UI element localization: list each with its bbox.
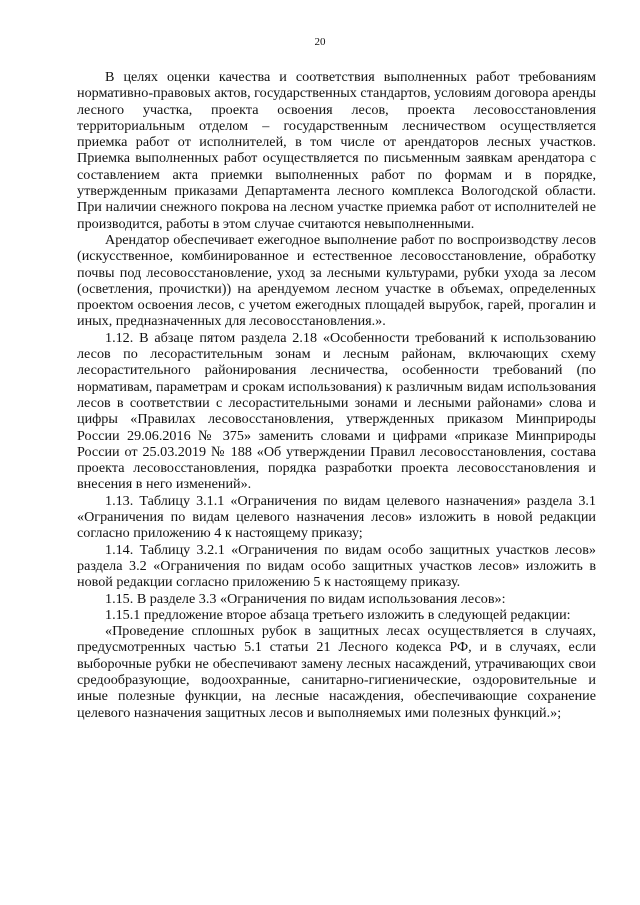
page-number: 20 [314,36,326,48]
document-body [77,69,596,721]
paragraph-acceptance-of-works: В целях оценки качества и соответствия выполненных работ требованиям нормативно-правовых актов, государственных стандартов, условиям договора аренды лесного участка, проекта освоения лесов, проекта лесовосстановления территориальным отделом – государственным лесничеством осуществляется приемка работ от исполнителей, в том числе от арендаторов лесных участков. Приемка выполненных работ осуществляется по письменным заявкам арендатора с составлением акта приемки выполненных работ по формам и в порядке, утвержденным приказами Департамента лесного комплекса Вологодской области. При наличии снежного покрова на лесном участке приемка работ от исполнителей не производится, работы в этом случае считаются невыполненными. [77,69,596,232]
paragraph-item-1-15: 1.15. В разделе 3.3 «Ограничения по видам использования лесов»: [105,590,506,607]
paragraph-item-1-14: 1.14. Таблицу 3.2.1 «Ограничения по видам особо защитных участков лесов» раздела 3.2 «Ограничения по видам особо защитных участков лесов» изложить в новой редакции согласно приложению 5 к настоящему приказу. [77,541,596,591]
paragraph-quoted-clear-cutting: «Проведение сплошных рубок в защитных лесах осуществляется в случаях, предусмотренных частью 5.1 статьи 21 Лесного кодекса РФ, и в случаях, если выборочные рубки не обеспечивают замену лесных насаждений, утрачивающих свои средообразующие, водоохранные, санитарно-гигиенические, оздоровительные и иные полезные функции, на лесные насаждения, обеспечивающие сохранение целевого назначения защитных лесов и выполняемых ими полезных функций.»; [77,623,596,721]
paragraph-item-1-15-1: 1.15.1 предложение второе абзаца третьего изложить в следующей редакции: [105,606,571,623]
paragraph-tenant-reforestation: Арендатор обеспечивает ежегодное выполнение работ по воспроизводству лесов (искусственное, комбинированное и естественное лесовосстановление, обработку почвы под лесовосстановление, уход за лесными культурами, рубки ухода за лесом (осветления, прочистки)) на арендуемом лесном участке в объемах, определенных проектом освоения лесов, с учетом ежегодных площадей вырубок, гарей, прогалин и иных, предназначенных для лесовосстановления.». [77,231,596,330]
paragraph-item-1-13: 1.13. Таблицу 3.1.1 «Ограничения по видам целевого назначения» раздела 3.1 «Ограничения по видам целевого назначения лесов» изложить в новой редакции согласно приложению 4 к настоящему приказу; [77,492,596,542]
paragraph-item-1-12: 1.12. В абзаце пятом раздела 2.18 «Особенности требований к использованию лесов по лесорастительным зонам и лесным районам, включающих схему лесорастительного районирования лесничества, особенности требований (по нормативам, параметрам и срокам использования) к различным видам использования лесов в соответствии с лесорастительными зонами и лесными районами» слова и цифры «Правилах лесовосстановления, утвержденных приказом Минприроды России 29.06.2016 № 375» заменить словами и цифрами «приказе Минприроды России от 25.03.2019 № 188 «Об утверждении Правил лесовосстановления, состава проекта лесовосстановления, порядка разработки проекта лесовосстановления и внесения в него изменений». [77,329,596,493]
